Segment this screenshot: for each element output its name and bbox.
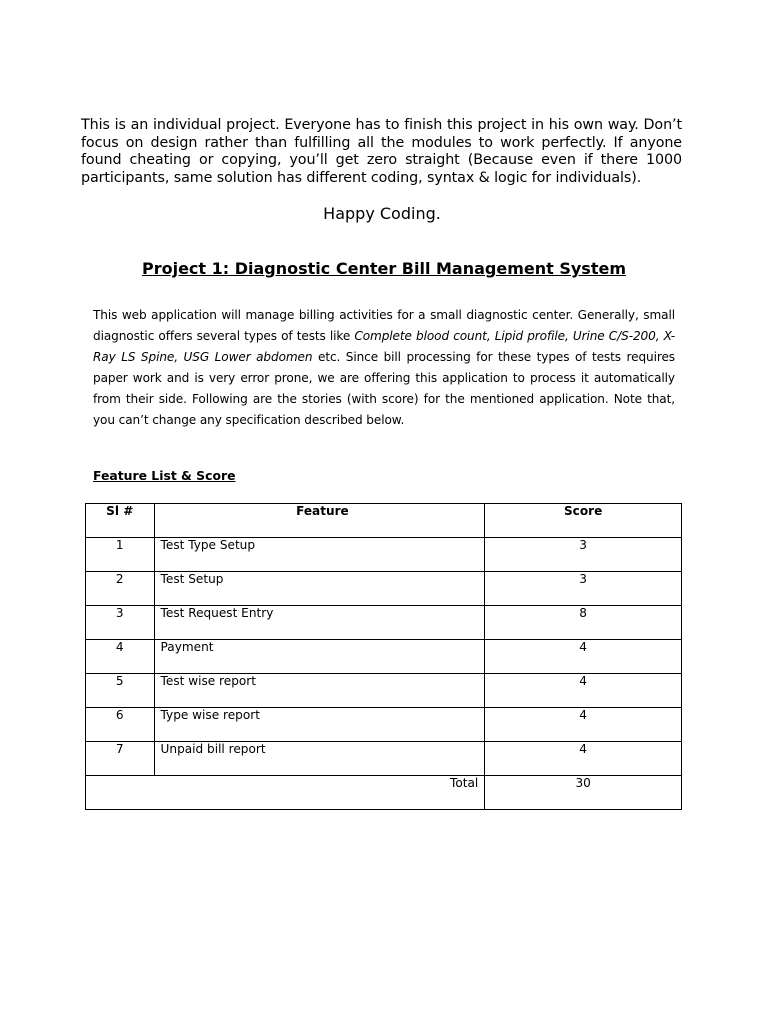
feature-score-table (85, 503, 682, 810)
row-sl: 5 (86, 674, 155, 708)
table-header-row (86, 504, 682, 538)
row-feature: Test Setup (154, 572, 485, 606)
table-total-row (86, 776, 682, 810)
row-sl: 3 (86, 606, 155, 640)
row-feature: Test Request Entry (154, 606, 485, 640)
project-description (93, 305, 675, 431)
row-feature: Unpaid bill report (154, 742, 485, 776)
row-score: 4 (485, 708, 682, 742)
row-sl: 1 (86, 538, 155, 572)
row-feature: Payment (154, 640, 485, 674)
table-row (86, 640, 682, 674)
row-score: 4 (485, 674, 682, 708)
row-score: 4 (485, 640, 682, 674)
row-score: 3 (485, 538, 682, 572)
table-row (86, 572, 682, 606)
row-feature: Test wise report (154, 674, 485, 708)
table-row (86, 674, 682, 708)
row-score: 4 (485, 742, 682, 776)
row-sl: 7 (86, 742, 155, 776)
row-sl: 6 (86, 708, 155, 742)
feature-list-heading: Feature List & Score (93, 468, 236, 483)
header-feature: Feature (154, 504, 485, 538)
table-row (86, 708, 682, 742)
project-title: Project 1: Diagnostic Center Bill Management System (141, 259, 626, 278)
total-value: 30 (485, 776, 682, 810)
row-score: 8 (485, 606, 682, 640)
row-feature: Test Type Setup (154, 538, 485, 572)
happy-coding-text: Happy Coding. (323, 204, 441, 223)
table-row (86, 742, 682, 776)
row-score: 3 (485, 572, 682, 606)
row-sl: 2 (86, 572, 155, 606)
table-row (86, 538, 682, 572)
total-label: Total (86, 776, 485, 810)
header-score: Score (485, 504, 682, 538)
row-feature: Type wise report (154, 708, 485, 742)
row-sl: 4 (86, 640, 155, 674)
header-sl: Sl # (86, 504, 155, 538)
intro-paragraph: This is an individual project. Everyone has to finish this project in his own way. Don’t focus on design rather than fulfilling all the modules to work perfectly. If anyone found cheating or copying, you’ll get zero straight (Because even if there 1000 participants, same solution has different coding, syntax & logic for individuals). (81, 117, 682, 186)
description-text-1: This web application will manage billing activities for a small diagnostic center. Generally, small diagnostic offers several types of tests like (93, 308, 675, 343)
description-test-examples: Complete blood count, Lipid profile, Urine C/S-200, X-Ray LS Spine, USG Lower abdomen (93, 329, 675, 364)
description-text-2: etc. Since bill processing for these types of tests requires paper work and is very error prone, we are offering this application to process it automatically from their side. Following are the stories (with score) for the mentioned application. Note that, you can’t change any specification described below. (93, 350, 675, 427)
table-row (86, 606, 682, 640)
